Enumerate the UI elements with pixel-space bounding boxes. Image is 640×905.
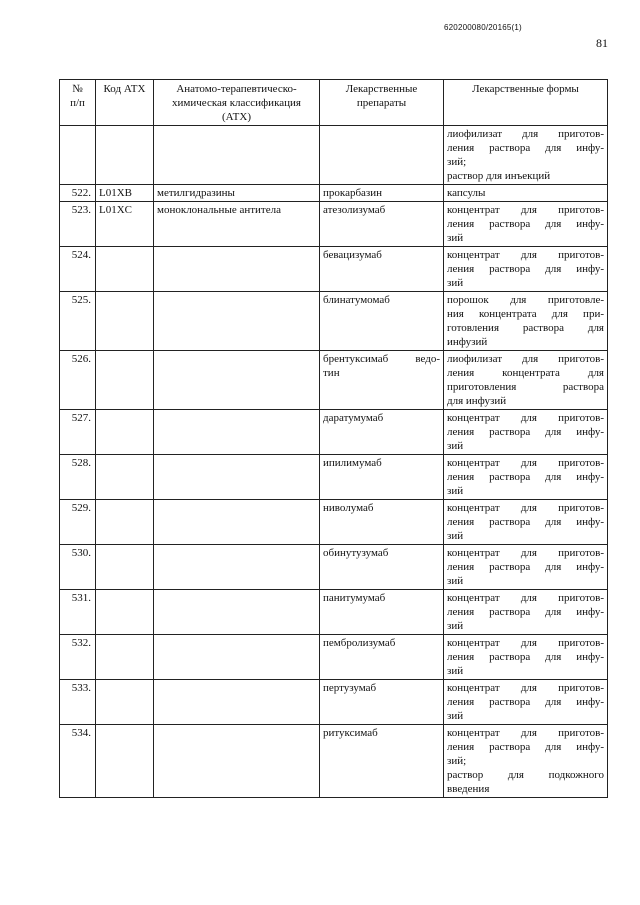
dosage-form-line: ления раствора для инфу- bbox=[447, 471, 604, 483]
row-number: 531. bbox=[60, 590, 96, 635]
drug-name bbox=[320, 351, 444, 410]
drug-name bbox=[320, 590, 444, 635]
atc-code bbox=[96, 126, 154, 185]
drug-name-line: блинатумомаб bbox=[323, 294, 390, 306]
dosage-forms bbox=[444, 590, 608, 635]
row-number: 522. bbox=[60, 185, 96, 202]
atc-classification bbox=[154, 455, 320, 500]
drug-name bbox=[320, 126, 444, 185]
drug-name bbox=[320, 680, 444, 725]
atc-classification bbox=[154, 351, 320, 410]
dosage-form-line: ления раствора для инфу- bbox=[447, 426, 604, 438]
drug-name-line: даратумумаб bbox=[323, 412, 384, 424]
table-row bbox=[60, 545, 608, 590]
drug-name bbox=[320, 292, 444, 351]
row-number: 534. bbox=[60, 725, 96, 798]
page-number: 81 bbox=[596, 36, 608, 50]
row-number bbox=[60, 126, 96, 185]
dosage-form-line: зий bbox=[447, 485, 464, 497]
row-number: 533. bbox=[60, 680, 96, 725]
table-row bbox=[60, 635, 608, 680]
drug-name bbox=[320, 410, 444, 455]
dosage-form-line: ления раствора для инфу- bbox=[447, 516, 604, 528]
dosage-form-line: для инфузий bbox=[447, 395, 507, 407]
atc-classification bbox=[154, 545, 320, 590]
dosage-forms bbox=[444, 545, 608, 590]
dosage-forms bbox=[444, 455, 608, 500]
dosage-form-line: зий bbox=[447, 665, 464, 677]
drug-name-line: пертузумаб bbox=[323, 682, 377, 694]
table-row bbox=[60, 202, 608, 247]
column-header-dosage-forms: Лекарственные формы bbox=[444, 80, 608, 126]
dosage-form-line: лиофилизат для приготов- bbox=[447, 353, 604, 365]
dosage-form-line: зий bbox=[447, 710, 464, 722]
atc-classification bbox=[154, 247, 320, 292]
dosage-form-line: зий bbox=[447, 232, 464, 244]
atc-classification bbox=[154, 590, 320, 635]
atc-classification bbox=[154, 725, 320, 798]
dosage-form-line: зий bbox=[447, 530, 464, 542]
column-header-atc-classification: Анатомо-терапевтическо-химическая классификация (АТХ) bbox=[154, 80, 320, 126]
dosage-form-line: ления раствора для инфу- bbox=[447, 696, 604, 708]
atc-code bbox=[96, 635, 154, 680]
dosage-form-line: зий bbox=[447, 277, 464, 289]
drug-name-line: брентуксимаб ведо- bbox=[323, 353, 440, 365]
atc-code bbox=[96, 292, 154, 351]
dosage-form-line: ления раствора для инфу- bbox=[447, 218, 604, 230]
dosage-form-line: концентрат для приготов- bbox=[447, 502, 604, 514]
dosage-form-line: ления раствора для инфу- bbox=[447, 561, 604, 573]
dosage-form-line: зий; bbox=[447, 156, 467, 168]
dosage-forms bbox=[444, 247, 608, 292]
row-number: 523. bbox=[60, 202, 96, 247]
dosage-form-line: зий bbox=[447, 620, 464, 632]
dosage-form-line: порошок для приготовле- bbox=[447, 294, 604, 306]
dosage-forms bbox=[444, 500, 608, 545]
drug-table bbox=[59, 79, 608, 798]
atc-code bbox=[96, 500, 154, 545]
dosage-forms bbox=[444, 725, 608, 798]
drug-name-line: атезолизумаб bbox=[323, 204, 386, 216]
row-number: 529. bbox=[60, 500, 96, 545]
atc-code bbox=[96, 725, 154, 798]
row-number: 528. bbox=[60, 455, 96, 500]
dosage-form-line: введения bbox=[447, 783, 490, 795]
atc-classification bbox=[154, 126, 320, 185]
dosage-form-line: ления раствора для инфу- bbox=[447, 741, 604, 753]
drug-name bbox=[320, 455, 444, 500]
table-row bbox=[60, 185, 608, 202]
drug-name-line: ипилимумаб bbox=[323, 457, 382, 469]
dosage-form-line: ления концентрата для bbox=[447, 367, 604, 379]
dosage-form-line: ления раствора для инфу- bbox=[447, 651, 604, 663]
column-header-drugs: Лекарственные препараты bbox=[320, 80, 444, 126]
dosage-form-line: концентрат для приготов- bbox=[447, 249, 604, 261]
atc-code bbox=[96, 590, 154, 635]
table-header-row bbox=[60, 80, 608, 126]
table-row bbox=[60, 410, 608, 455]
atc-code bbox=[96, 351, 154, 410]
dosage-form-line: ления раствора для инфу- bbox=[447, 606, 604, 618]
drug-name-line: бевацизумаб bbox=[323, 249, 382, 261]
dosage-form-line: концентрат для приготов- bbox=[447, 727, 604, 739]
drug-name bbox=[320, 500, 444, 545]
atc-code bbox=[96, 545, 154, 590]
dosage-forms bbox=[444, 202, 608, 247]
dosage-form-line: концентрат для приготов- bbox=[447, 457, 604, 469]
row-number: 527. bbox=[60, 410, 96, 455]
dosage-forms bbox=[444, 126, 608, 185]
dosage-form-line: приготовления раствора bbox=[447, 381, 604, 393]
table-row bbox=[60, 247, 608, 292]
drug-name bbox=[320, 202, 444, 247]
dosage-form-line: концентрат для приготов- bbox=[447, 547, 604, 559]
table-row bbox=[60, 455, 608, 500]
row-number: 525. bbox=[60, 292, 96, 351]
atc-code bbox=[96, 247, 154, 292]
dosage-form-line: концентрат для приготов- bbox=[447, 637, 604, 649]
row-number: 526. bbox=[60, 351, 96, 410]
dosage-form-line: инфузий bbox=[447, 336, 488, 348]
atc-classification bbox=[154, 410, 320, 455]
atc-code: L01XC bbox=[96, 202, 154, 247]
dosage-form-line: зий bbox=[447, 440, 464, 452]
dosage-forms bbox=[444, 292, 608, 351]
atc-code bbox=[96, 680, 154, 725]
dosage-form-line: ния концентрата для при- bbox=[447, 308, 604, 320]
atc-code bbox=[96, 410, 154, 455]
dosage-forms bbox=[444, 635, 608, 680]
table-row bbox=[60, 351, 608, 410]
drug-name-line: ритуксимаб bbox=[323, 727, 378, 739]
dosage-form-line: концентрат для приготов- bbox=[447, 592, 604, 604]
dosage-form-line: капсулы bbox=[447, 187, 486, 199]
drug-name-line: обинутузумаб bbox=[323, 547, 389, 559]
atc-classification bbox=[154, 635, 320, 680]
dosage-form-line: ления раствора для инфу- bbox=[447, 142, 604, 154]
row-number: 530. bbox=[60, 545, 96, 590]
dosage-form-line: раствор для подкожного bbox=[447, 769, 604, 781]
table-row bbox=[60, 680, 608, 725]
table-row bbox=[60, 725, 608, 798]
drug-name bbox=[320, 545, 444, 590]
drug-name bbox=[320, 725, 444, 798]
column-header-atc-code: Код АТХ bbox=[96, 80, 154, 126]
atc-code bbox=[96, 455, 154, 500]
drug-name bbox=[320, 247, 444, 292]
dosage-form-line: концентрат для приготов- bbox=[447, 204, 604, 216]
dosage-form-line: концентрат для приготов- bbox=[447, 682, 604, 694]
drug-name-line: ниволумаб bbox=[323, 502, 374, 514]
atc-code: L01XB bbox=[96, 185, 154, 202]
drug-name-line: пембролизумаб bbox=[323, 637, 396, 649]
atc-classification: моноклональные антитела bbox=[154, 202, 320, 247]
dosage-form-line: зий bbox=[447, 575, 464, 587]
table-row bbox=[60, 126, 608, 185]
atc-classification bbox=[154, 500, 320, 545]
document-id: 620200080/20165(1) bbox=[444, 23, 522, 32]
drug-name bbox=[320, 185, 444, 202]
atc-classification bbox=[154, 680, 320, 725]
dosage-form-line: раствор для инъекций bbox=[447, 170, 551, 182]
atc-classification bbox=[154, 292, 320, 351]
dosage-form-line: зий; bbox=[447, 755, 467, 767]
dosage-form-line: готовления раствора для bbox=[447, 322, 604, 334]
atc-classification: метилгидразины bbox=[154, 185, 320, 202]
dosage-form-line: ления раствора для инфу- bbox=[447, 263, 604, 275]
dosage-forms bbox=[444, 185, 608, 202]
table-row bbox=[60, 500, 608, 545]
table-row bbox=[60, 292, 608, 351]
row-number: 532. bbox=[60, 635, 96, 680]
dosage-form-line: концентрат для приготов- bbox=[447, 412, 604, 424]
dosage-forms bbox=[444, 680, 608, 725]
drug-name-line: прокарбазин bbox=[323, 187, 383, 199]
drug-name bbox=[320, 635, 444, 680]
table-row bbox=[60, 590, 608, 635]
row-number: 524. bbox=[60, 247, 96, 292]
drug-name-line: панитумумаб bbox=[323, 592, 386, 604]
column-header-number: № п/п bbox=[60, 80, 96, 126]
dosage-forms bbox=[444, 410, 608, 455]
drug-name-line: тин bbox=[323, 367, 340, 379]
dosage-form-line: лиофилизат для приготов- bbox=[447, 128, 604, 140]
dosage-forms bbox=[444, 351, 608, 410]
